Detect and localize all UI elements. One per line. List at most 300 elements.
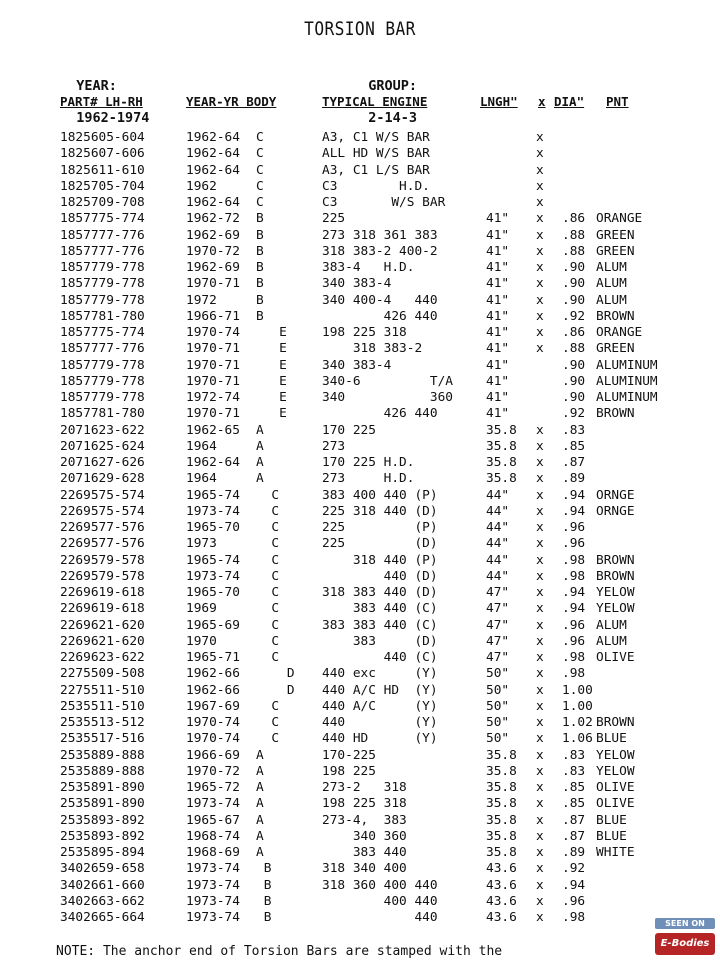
- engine: 440 (D): [322, 568, 438, 584]
- table-row: [0, 764, 720, 780]
- diameter: .98: [562, 650, 586, 665]
- diameter: .98: [562, 666, 586, 682]
- times-sign: x: [536, 422, 544, 438]
- year-range: 1965-70: [186, 585, 240, 600]
- paint-color: YELOW: [596, 601, 635, 617]
- times-sign: x: [536, 260, 544, 275]
- paint-color: OLIVE: [596, 796, 635, 812]
- engine: 426 440: [322, 308, 438, 324]
- diameter: .92: [562, 308, 586, 324]
- length: 41": [486, 227, 510, 243]
- year-range: 1969: [186, 601, 217, 617]
- table-row: [0, 293, 720, 309]
- paint-color: BROWN: [596, 715, 635, 730]
- engine: 170 225: [322, 422, 376, 438]
- engine: 440: [322, 910, 438, 925]
- body-code: E: [256, 390, 287, 405]
- times-sign: x: [536, 568, 544, 584]
- engine: 225 318 440 (D): [322, 503, 438, 519]
- year-range: 1970-74: [186, 715, 240, 730]
- length: 35.8: [486, 812, 517, 828]
- paint-color: YELOW: [596, 747, 635, 763]
- length: 41": [486, 357, 510, 373]
- body-code: A: [256, 455, 264, 470]
- length: 50": [486, 682, 510, 698]
- table-row: [0, 683, 720, 699]
- year-range: 1962-69: [186, 227, 240, 243]
- table-row: [0, 244, 720, 260]
- times-sign: x: [536, 292, 544, 308]
- body-code: C: [256, 731, 280, 747]
- engine: C3 H.D.: [322, 178, 430, 194]
- body-code: C: [256, 520, 280, 535]
- diameter: .90: [562, 373, 586, 389]
- year-range: 1973-74: [186, 910, 240, 925]
- year-range: 1973-74: [186, 796, 240, 812]
- year-range: 1962-65: [186, 422, 240, 438]
- engine: 198 225 318: [322, 796, 407, 812]
- year-range: 1966-71: [186, 308, 240, 324]
- logo-brand: E-Bodies: [655, 933, 715, 955]
- header-part: PART# LH-RH: [60, 94, 143, 109]
- column-header: [60, 94, 650, 110]
- table-row: [0, 358, 720, 374]
- year-range: 1965-69: [186, 617, 240, 633]
- body-code: E: [256, 373, 287, 389]
- part-number: 2269579-578: [60, 552, 145, 568]
- engine: 318 340 400: [322, 861, 407, 877]
- year-range: 1972: [186, 292, 217, 308]
- year-range: 1965-74: [186, 487, 240, 503]
- engine: 340 360: [322, 828, 407, 844]
- diameter: .94: [562, 503, 586, 519]
- length: 41": [486, 276, 510, 292]
- year-range: 1962-64: [186, 146, 240, 162]
- engine: 383 383 440 (C): [322, 617, 438, 633]
- length: 44": [486, 568, 510, 584]
- diameter: 1.06: [562, 731, 593, 747]
- table-row: [0, 796, 720, 812]
- engine: 273: [322, 438, 346, 454]
- part-number: 1857779-778: [60, 357, 145, 373]
- table-row: [0, 163, 720, 179]
- body-code: C: [256, 585, 280, 600]
- paint-color: OLIVE: [596, 650, 635, 665]
- length: 47": [486, 617, 510, 633]
- e-bodies-logo: [655, 918, 715, 958]
- engine: ALL HD W/S BAR: [322, 146, 430, 162]
- year-range: 1973: [186, 536, 217, 552]
- body-code: E: [256, 406, 287, 422]
- length: 44": [486, 503, 510, 519]
- length: 41": [486, 211, 510, 227]
- length: 41": [486, 308, 510, 324]
- diameter: .83: [562, 422, 586, 438]
- times-sign: x: [536, 243, 544, 259]
- part-number: 1825611-610: [60, 162, 145, 178]
- diameter: .96: [562, 520, 586, 535]
- engine: 340 400-4 440: [322, 292, 438, 308]
- paint-color: WHITE: [596, 845, 635, 860]
- length: 35.8: [486, 763, 517, 779]
- diameter: .98: [562, 568, 586, 584]
- header-x: x: [538, 94, 546, 109]
- times-sign: x: [536, 211, 544, 227]
- year-range: 1962: [186, 178, 217, 194]
- part-number: 1857777-776: [60, 227, 145, 243]
- body-code: B: [256, 910, 272, 925]
- diameter: .98: [562, 552, 586, 568]
- table-row: [0, 130, 720, 146]
- part-number: 1825607-606: [60, 146, 145, 162]
- diameter: .96: [562, 893, 586, 909]
- times-sign: x: [536, 585, 544, 600]
- year-range: 1973-74: [186, 568, 240, 584]
- year-range: 1965-67: [186, 812, 240, 828]
- table-row: [0, 585, 720, 601]
- paint-color: ORANGE: [596, 211, 643, 227]
- part-number: 2269575-574: [60, 487, 145, 503]
- table-row: [0, 813, 720, 829]
- year-range: 1968-74: [186, 828, 240, 844]
- length: 50": [486, 698, 510, 714]
- part-number: 2535511-510: [60, 698, 145, 714]
- body-code: E: [256, 325, 287, 340]
- body-code: A: [256, 747, 264, 763]
- paint-color: BLUE: [596, 812, 627, 828]
- part-number: 2535891-890: [60, 780, 145, 795]
- body-code: A: [256, 845, 264, 860]
- part-number: 1825705-704: [60, 178, 145, 194]
- engine: 340 383-4: [322, 357, 392, 373]
- group-label: GROUP:: [368, 78, 418, 94]
- table-row: [0, 569, 720, 585]
- part-number: 2535517-516: [60, 731, 145, 747]
- part-number: 1857779-778: [60, 373, 145, 389]
- length: 44": [486, 520, 510, 535]
- diameter: .89: [562, 471, 586, 487]
- year-range: 1967-69: [186, 698, 240, 714]
- engine: 318 383 440 (D): [322, 585, 438, 600]
- times-sign: x: [536, 633, 544, 649]
- year-range: 1962-64: [186, 130, 240, 145]
- engine: 383 (D): [322, 633, 438, 649]
- year-range: 1973-74: [186, 877, 240, 893]
- diameter: .87: [562, 455, 586, 470]
- diameter: .86: [562, 211, 586, 227]
- times-sign: x: [536, 731, 544, 747]
- year-range: 1962-64: [186, 195, 240, 210]
- length: 35.8: [486, 780, 517, 795]
- times-sign: x: [536, 308, 544, 324]
- times-sign: x: [536, 698, 544, 714]
- length: 43.6: [486, 877, 517, 893]
- body-code: C: [256, 552, 280, 568]
- paint-color: GREEN: [596, 341, 635, 357]
- paint-color: ORANGE: [596, 325, 643, 340]
- part-number: 2269621-620: [60, 617, 145, 633]
- engine: 318 383-2: [322, 341, 423, 357]
- table-row: [0, 731, 720, 747]
- part-number: 2071623-622: [60, 422, 145, 438]
- times-sign: x: [536, 780, 544, 795]
- table-row: [0, 634, 720, 650]
- times-sign: x: [536, 845, 544, 860]
- times-sign: x: [536, 828, 544, 844]
- body-code: C: [256, 146, 264, 162]
- body-code: C: [256, 568, 280, 584]
- part-number: 1857777-776: [60, 341, 145, 357]
- diameter: .86: [562, 325, 586, 340]
- part-number: 2535895-894: [60, 845, 145, 860]
- body-code: B: [256, 893, 272, 909]
- times-sign: x: [536, 162, 544, 178]
- times-sign: x: [536, 650, 544, 665]
- year-range: 1970-74: [186, 325, 240, 340]
- diameter: .83: [562, 747, 586, 763]
- diameter: .90: [562, 260, 586, 275]
- table-row: [0, 845, 720, 861]
- logo-seen-on: SEEN ON: [655, 918, 715, 929]
- paint-color: ALUM: [596, 292, 627, 308]
- length: 35.8: [486, 796, 517, 812]
- diameter: .90: [562, 292, 586, 308]
- paint-color: ALUM: [596, 633, 627, 649]
- year-range: 1965-72: [186, 780, 240, 795]
- engine: A3, C1 W/S BAR: [322, 130, 430, 145]
- part-number: 1857775-774: [60, 325, 145, 340]
- body-code: A: [256, 780, 264, 795]
- times-sign: x: [536, 893, 544, 909]
- part-number: 2535889-888: [60, 747, 145, 763]
- diameter: .96: [562, 633, 586, 649]
- body-code: B: [256, 276, 264, 292]
- part-number: 2269579-578: [60, 568, 145, 584]
- year-range: 1962-72: [186, 211, 240, 227]
- footnote: NOTE: The anchor end of Torsion Bars are stamped with the: [56, 944, 503, 959]
- times-sign: x: [536, 552, 544, 568]
- year-range: 1965-70: [186, 520, 240, 535]
- diameter: .92: [562, 861, 586, 877]
- length: 50": [486, 666, 510, 682]
- year-range: 1964: [186, 471, 217, 487]
- table-row: [0, 341, 720, 357]
- body-code: A: [256, 763, 264, 779]
- table-row: [0, 260, 720, 276]
- length: 41": [486, 260, 510, 275]
- times-sign: x: [536, 471, 544, 487]
- length: 35.8: [486, 455, 517, 470]
- year-range: 1962-64: [186, 455, 240, 470]
- body-code: C: [256, 617, 280, 633]
- paint-color: GREEN: [596, 227, 635, 243]
- part-number: 3402665-664: [60, 910, 145, 925]
- engine: 440 HD (Y): [322, 731, 438, 747]
- times-sign: x: [536, 617, 544, 633]
- times-sign: x: [536, 325, 544, 340]
- table-row: [0, 536, 720, 552]
- length: 41": [486, 341, 510, 357]
- paint-color: ALUMINUM: [596, 390, 658, 405]
- engine: C3 W/S BAR: [322, 195, 446, 210]
- engine: 318 383-2 400-2: [322, 243, 438, 259]
- table-row: [0, 520, 720, 536]
- times-sign: x: [536, 861, 544, 877]
- length: 44": [486, 536, 510, 552]
- table-row: [0, 829, 720, 845]
- diameter: 1.00: [562, 698, 593, 714]
- engine: 340 360: [322, 390, 453, 405]
- year-range: 1962-69: [186, 260, 240, 275]
- year-range: 1966-69: [186, 747, 240, 763]
- length: 41": [486, 325, 510, 340]
- part-number: 2269619-618: [60, 601, 145, 617]
- table-row: [0, 228, 720, 244]
- diameter: .94: [562, 877, 586, 893]
- body-code: C: [256, 633, 280, 649]
- paint-color: BROWN: [596, 552, 635, 568]
- table-row: [0, 601, 720, 617]
- diameter: .90: [562, 276, 586, 292]
- body-code: A: [256, 812, 264, 828]
- table-row: [0, 309, 720, 325]
- engine: 426 440: [322, 406, 438, 422]
- year-range: 1970-72: [186, 243, 240, 259]
- group-value: 2-14-3: [368, 110, 418, 126]
- body-code: B: [256, 292, 264, 308]
- part-number: 2535893-892: [60, 828, 145, 844]
- diameter: .85: [562, 796, 586, 812]
- year-range: 1962-66: [186, 682, 240, 698]
- part-number: 1857779-778: [60, 390, 145, 405]
- part-number: 3402661-660: [60, 877, 145, 893]
- part-number: 2071625-624: [60, 438, 145, 454]
- body-code: B: [256, 861, 272, 877]
- part-number: 2269575-574: [60, 503, 145, 519]
- table-row: [0, 374, 720, 390]
- times-sign: x: [536, 438, 544, 454]
- diameter: .94: [562, 601, 586, 617]
- engine: 170-225: [322, 747, 376, 763]
- body-code: C: [256, 715, 280, 730]
- paint-color: BROWN: [596, 406, 635, 422]
- year-range: 1965-74: [186, 552, 240, 568]
- table-row: [0, 195, 720, 211]
- table-row: [0, 276, 720, 292]
- paint-color: ALUM: [596, 617, 627, 633]
- table-row: [0, 715, 720, 731]
- length: 35.8: [486, 422, 517, 438]
- body-code: B: [256, 211, 264, 227]
- engine: 318 440 (P): [322, 552, 438, 568]
- times-sign: x: [536, 877, 544, 893]
- engine: 225: [322, 211, 346, 227]
- body-code: E: [256, 357, 287, 373]
- paint-color: BROWN: [596, 308, 635, 324]
- paint-color: ORNGE: [596, 487, 635, 503]
- table-row: [0, 406, 720, 422]
- table-row: [0, 439, 720, 455]
- table-row: [0, 455, 720, 471]
- engine: 340-6 T/A: [322, 373, 453, 389]
- diameter: .94: [562, 487, 586, 503]
- table-row: [0, 910, 720, 926]
- table-row: [0, 211, 720, 227]
- length: 43.6: [486, 910, 517, 925]
- table-row: [0, 699, 720, 715]
- part-number: 2535513-512: [60, 715, 145, 730]
- diameter: .85: [562, 438, 586, 454]
- year-range: 1973-74: [186, 503, 240, 519]
- year-range: 1968-69: [186, 845, 240, 860]
- body-code: C: [256, 130, 264, 145]
- times-sign: x: [536, 195, 544, 210]
- length: 47": [486, 633, 510, 649]
- part-number: 2269623-622: [60, 650, 145, 665]
- length: 35.8: [486, 828, 517, 844]
- times-sign: x: [536, 341, 544, 357]
- diameter: .88: [562, 243, 586, 259]
- part-number: 1857779-778: [60, 276, 145, 292]
- year-range: 1970-72: [186, 763, 240, 779]
- diameter: .92: [562, 406, 586, 422]
- length: 43.6: [486, 861, 517, 877]
- body-code: B: [256, 308, 264, 324]
- year-label: YEAR:: [76, 78, 117, 94]
- part-number: 2535891-890: [60, 796, 145, 812]
- year-range: 1965-71: [186, 650, 240, 665]
- diameter: .88: [562, 341, 586, 357]
- year-range: 1962-66: [186, 666, 240, 682]
- engine: 440 (Y): [322, 715, 438, 730]
- table-row: [0, 780, 720, 796]
- table-row: [0, 504, 720, 520]
- engine: 383-4 H.D.: [322, 260, 415, 275]
- body-code: A: [256, 796, 264, 812]
- paint-color: BLUE: [596, 731, 627, 747]
- header-year-body: YEAR-YR BODY: [186, 94, 277, 109]
- part-number: 3402659-658: [60, 861, 145, 877]
- part-number: 1825605-604: [60, 130, 145, 145]
- paint-color: ORNGE: [596, 503, 635, 519]
- paint-color: GREEN: [596, 243, 635, 259]
- part-number: 2269577-576: [60, 536, 145, 552]
- table-row: [0, 650, 720, 666]
- length: 35.8: [486, 845, 517, 860]
- times-sign: x: [536, 812, 544, 828]
- part-number: 1857779-778: [60, 260, 145, 275]
- length: 41": [486, 390, 510, 405]
- engine: 198 225: [322, 763, 376, 779]
- year-range: 1973-74: [186, 893, 240, 909]
- diameter: .89: [562, 845, 586, 860]
- diameter: .88: [562, 227, 586, 243]
- year-range: 1970-71: [186, 276, 240, 292]
- times-sign: x: [536, 747, 544, 763]
- times-sign: x: [536, 487, 544, 503]
- times-sign: x: [536, 503, 544, 519]
- part-number: 1857777-776: [60, 243, 145, 259]
- diameter: .90: [562, 390, 586, 405]
- length: 50": [486, 731, 510, 747]
- part-number: 3402663-662: [60, 893, 145, 909]
- body-code: C: [256, 601, 280, 617]
- times-sign: x: [536, 536, 544, 552]
- year-range: 1970-71: [186, 406, 240, 422]
- times-sign: x: [536, 666, 544, 682]
- length: 41": [486, 406, 510, 422]
- table-row: [0, 878, 720, 894]
